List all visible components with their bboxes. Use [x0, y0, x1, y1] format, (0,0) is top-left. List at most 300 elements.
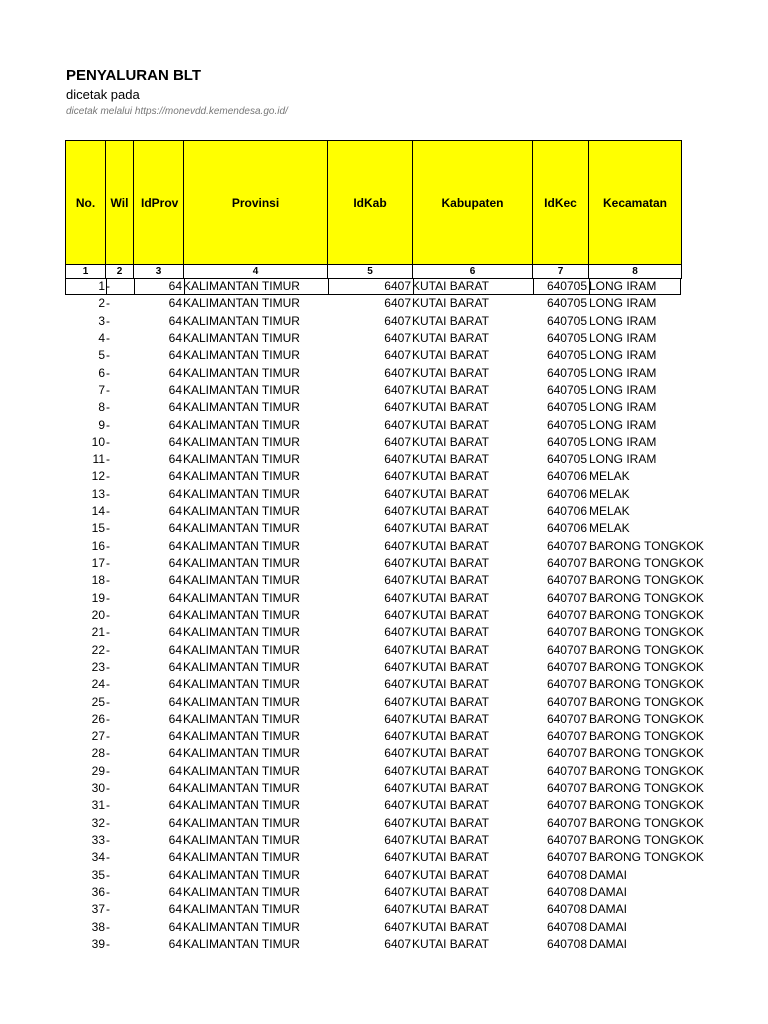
table-row: [65, 417, 685, 434]
row-no: 36: [91, 884, 105, 899]
row-idprov: 64: [168, 573, 182, 588]
row-no: 32: [91, 815, 105, 830]
row-no: 26: [91, 711, 105, 726]
row-provinsi: KALIMANTAN TIMUR: [183, 902, 300, 917]
row-wil: -: [106, 365, 110, 380]
row-kecamatan: DAMAI: [589, 867, 628, 882]
row-kabupaten: KUTAI BARAT: [412, 659, 489, 674]
row-provinsi: KALIMANTAN TIMUR: [183, 365, 300, 380]
row-kecamatan: DAMAI: [589, 884, 628, 899]
row-idkab: 6407: [384, 711, 411, 726]
table-row: [65, 538, 704, 555]
table-row: [65, 728, 704, 745]
table-row: [65, 642, 704, 659]
row-kecamatan: LONG IRAM: [589, 382, 657, 397]
row-wil: -: [106, 798, 110, 813]
row-idkab: 6407: [384, 884, 411, 899]
row-kecamatan: LONG IRAM: [589, 313, 657, 328]
table-row: [65, 867, 685, 884]
row-idkab: 6407: [384, 348, 411, 363]
row-kecamatan: LONG IRAM: [589, 330, 657, 345]
row-idkec: 640707: [546, 763, 587, 778]
row-idprov: 64: [168, 711, 182, 726]
row-idkab: 6407: [384, 313, 411, 328]
row-idkec: 640707: [546, 729, 587, 744]
row-idkab: 6407: [384, 400, 411, 415]
row-kabupaten: KUTAI BARAT: [412, 729, 489, 744]
row-kabupaten: KUTAI BARAT: [412, 279, 489, 293]
row-kabupaten: KUTAI BARAT: [412, 469, 489, 484]
data-table-body: [65, 278, 704, 953]
row-idprov: 64: [168, 815, 182, 830]
col-header-wil: Wil: [106, 141, 134, 265]
row-idkab: 6407: [384, 902, 411, 917]
row-no: 8: [98, 400, 105, 415]
row-no: 6: [98, 365, 105, 380]
row-kabupaten: KUTAI BARAT: [412, 348, 489, 363]
table-row: [65, 745, 704, 762]
row-wil: -: [106, 504, 110, 519]
row-provinsi: KALIMANTAN TIMUR: [183, 694, 300, 709]
table-row: [65, 278, 685, 295]
row-wil: -: [106, 711, 110, 726]
row-idprov: 64: [168, 296, 182, 311]
row-no: 27: [91, 729, 105, 744]
row-idkab: 6407: [384, 538, 411, 553]
row-idkec: 640708: [546, 936, 587, 951]
row-provinsi: KALIMANTAN TIMUR: [183, 279, 300, 293]
col-number: 1: [66, 265, 106, 279]
row-wil: -: [106, 625, 110, 640]
row-idkec: 640705: [546, 382, 587, 397]
row-idprov: 64: [168, 763, 182, 778]
row-kabupaten: KUTAI BARAT: [412, 798, 489, 813]
row-idprov: 64: [168, 833, 182, 847]
row-kabupaten: KUTAI BARAT: [412, 365, 489, 380]
row-kecamatan: MELAK: [589, 486, 630, 501]
row-no: 2: [98, 296, 105, 311]
row-wil: -: [106, 296, 110, 311]
row-kecamatan: DAMAI: [589, 902, 628, 917]
row-wil: -: [106, 919, 110, 934]
row-idprov: 64: [168, 590, 182, 605]
row-idkec: 640707: [546, 556, 587, 570]
row-kecamatan: BARONG TONGKOK: [589, 573, 704, 588]
row-wil: -: [106, 850, 110, 865]
row-provinsi: KALIMANTAN TIMUR: [183, 590, 300, 605]
row-kecamatan: BARONG TONGKOK: [589, 677, 704, 692]
row-idkab: 6407: [384, 486, 411, 501]
row-idkec: 640706: [546, 521, 587, 536]
row-provinsi: KALIMANTAN TIMUR: [183, 763, 300, 778]
row-no: 24: [91, 677, 105, 692]
col-header-no: No.: [66, 141, 106, 265]
source-note: dicetak melalui https://monevdd.kemendesa.go.id/: [66, 106, 288, 117]
row-wil: -: [106, 642, 110, 657]
table-row: [65, 486, 685, 503]
row-wil: -: [106, 469, 110, 484]
row-wil: -: [106, 659, 110, 674]
row-idkec: 640707: [546, 746, 587, 761]
row-idprov: 64: [168, 798, 182, 813]
row-kecamatan: LONG IRAM: [589, 279, 657, 293]
row-idkab: 6407: [384, 659, 411, 674]
row-kecamatan: LONG IRAM: [589, 434, 657, 449]
row-idkab: 6407: [384, 936, 411, 951]
row-idkab: 6407: [384, 677, 411, 692]
row-no: 20: [91, 607, 105, 622]
row-idkec: 640705: [546, 452, 587, 467]
row-no: 14: [91, 504, 105, 519]
row-idkec: 640707: [546, 625, 587, 640]
row-wil: -: [106, 417, 110, 432]
row-kabupaten: KUTAI BARAT: [412, 330, 489, 345]
row-no: 21: [91, 625, 105, 640]
row-wil: -: [106, 313, 110, 328]
row-wil: -: [106, 382, 110, 397]
row-kecamatan: BARONG TONGKOK: [589, 659, 704, 674]
row-provinsi: KALIMANTAN TIMUR: [183, 434, 300, 449]
row-idkab: 6407: [384, 781, 411, 796]
row-kabupaten: KUTAI BARAT: [412, 504, 489, 519]
row-kabupaten: KUTAI BARAT: [412, 521, 489, 536]
row-idprov: 64: [168, 919, 182, 934]
row-no: 12: [91, 469, 105, 484]
table-row: [65, 382, 685, 399]
row-kecamatan: MELAK: [589, 521, 630, 536]
row-no: 13: [91, 486, 105, 501]
row-idprov: 64: [168, 642, 182, 657]
row-idkec: 640708: [546, 902, 587, 917]
table-row: [65, 659, 704, 676]
row-idkec: 640707: [546, 642, 587, 657]
row-idkab: 6407: [384, 607, 411, 622]
row-idprov: 64: [168, 625, 182, 640]
row-kecamatan: BARONG TONGKOK: [589, 781, 704, 796]
row-idkec: 640707: [546, 833, 587, 847]
row-kabupaten: KUTAI BARAT: [412, 642, 489, 657]
row-idkec: 640706: [546, 486, 587, 501]
row-kabupaten: KUTAI BARAT: [412, 867, 489, 882]
row-idkec: 640705: [546, 348, 587, 363]
row-provinsi: KALIMANTAN TIMUR: [183, 313, 300, 328]
row-idkec: 640707: [546, 694, 587, 709]
row-kecamatan: BARONG TONGKOK: [589, 711, 704, 726]
row-wil: -: [106, 279, 110, 293]
row-wil: -: [106, 867, 110, 882]
table-row: [65, 711, 704, 728]
row-kabupaten: KUTAI BARAT: [412, 573, 489, 588]
row-kecamatan: BARONG TONGKOK: [589, 694, 704, 709]
table-header: [65, 140, 682, 279]
row-provinsi: KALIMANTAN TIMUR: [183, 469, 300, 484]
row-idkab: 6407: [384, 763, 411, 778]
row-idprov: 64: [168, 400, 182, 415]
row-idprov: 64: [168, 434, 182, 449]
row-idkec: 640705: [546, 330, 587, 345]
row-no: 17: [91, 556, 105, 570]
row-kecamatan: BARONG TONGKOK: [589, 763, 704, 778]
row-idprov: 64: [168, 607, 182, 622]
row-wil: -: [106, 729, 110, 744]
row-provinsi: KALIMANTAN TIMUR: [183, 781, 300, 796]
row-provinsi: KALIMANTAN TIMUR: [183, 884, 300, 899]
col-header-idprov: IdProv: [134, 141, 184, 265]
row-wil: -: [106, 330, 110, 345]
row-idkab: 6407: [384, 556, 411, 570]
row-idkec: 640705: [546, 434, 587, 449]
row-provinsi: KALIMANTAN TIMUR: [183, 348, 300, 363]
row-idkab: 6407: [384, 417, 411, 432]
row-idkec: 640707: [546, 607, 587, 622]
row-kabupaten: KUTAI BARAT: [412, 313, 489, 328]
row-idprov: 64: [168, 538, 182, 553]
row-kecamatan: LONG IRAM: [589, 452, 657, 467]
table-row: [65, 520, 685, 537]
row-idkab: 6407: [384, 746, 411, 761]
row-provinsi: KALIMANTAN TIMUR: [183, 711, 300, 726]
row-idkec: 640708: [546, 867, 587, 882]
row-kabupaten: KUTAI BARAT: [412, 538, 489, 553]
row-idkec: 640708: [546, 884, 587, 899]
table-row: [65, 676, 704, 693]
col-number: 3: [134, 265, 184, 279]
row-provinsi: KALIMANTAN TIMUR: [183, 417, 300, 432]
row-idkab: 6407: [384, 694, 411, 709]
row-kecamatan: BARONG TONGKOK: [589, 590, 704, 605]
row-kecamatan: DAMAI: [589, 936, 628, 951]
row-idkec: 640705: [546, 313, 587, 328]
table-row: [65, 694, 704, 711]
row-no: 4: [98, 330, 105, 345]
row-no: 30: [91, 781, 105, 796]
row-provinsi: KALIMANTAN TIMUR: [183, 677, 300, 692]
row-kabupaten: KUTAI BARAT: [412, 452, 489, 467]
col-number: 6: [413, 265, 533, 279]
row-idkec: 640707: [546, 538, 587, 553]
table-row: [65, 399, 685, 416]
row-kecamatan: LONG IRAM: [589, 417, 657, 432]
row-kecamatan: BARONG TONGKOK: [589, 642, 704, 657]
row-kabupaten: KUTAI BARAT: [412, 936, 489, 951]
table-row: [65, 763, 704, 780]
row-no: 18: [91, 573, 105, 588]
col-header-provinsi: Provinsi: [184, 141, 328, 265]
row-idprov: 64: [168, 659, 182, 674]
row-no: 1: [98, 279, 105, 293]
row-kabupaten: KUTAI BARAT: [412, 625, 489, 640]
row-idprov: 64: [168, 781, 182, 796]
row-idkab: 6407: [384, 798, 411, 813]
row-idkec: 640705: [546, 417, 587, 432]
table-row: [65, 936, 685, 953]
row-kabupaten: KUTAI BARAT: [412, 590, 489, 605]
row-idkec: 640705: [546, 296, 587, 311]
row-no: 38: [91, 919, 105, 934]
table-row: [65, 330, 685, 347]
row-idprov: 64: [168, 867, 182, 882]
row-kabupaten: KUTAI BARAT: [412, 781, 489, 796]
row-idprov: 64: [168, 365, 182, 380]
col-header-idkec: IdKec: [533, 141, 589, 265]
row-provinsi: KALIMANTAN TIMUR: [183, 919, 300, 934]
table-row: [65, 901, 685, 918]
row-provinsi: KALIMANTAN TIMUR: [183, 867, 300, 882]
row-no: 29: [91, 763, 105, 778]
row-idkab: 6407: [384, 521, 411, 536]
row-provinsi: KALIMANTAN TIMUR: [183, 521, 300, 536]
row-provinsi: KALIMANTAN TIMUR: [183, 400, 300, 415]
row-provinsi: KALIMANTAN TIMUR: [183, 573, 300, 588]
col-number: 2: [106, 265, 134, 279]
row-idkab: 6407: [384, 833, 411, 847]
row-idkab: 6407: [384, 590, 411, 605]
row-idprov: 64: [168, 486, 182, 501]
row-provinsi: KALIMANTAN TIMUR: [183, 625, 300, 640]
row-kabupaten: KUTAI BARAT: [412, 486, 489, 501]
row-wil: -: [106, 538, 110, 553]
row-idkec: 640708: [546, 919, 587, 934]
table-row: [65, 295, 685, 312]
row-no: 23: [91, 659, 105, 674]
row-kecamatan: LONG IRAM: [589, 348, 657, 363]
row-idprov: 64: [168, 469, 182, 484]
document-title: PENYALURAN BLT: [66, 67, 202, 84]
row-idprov: 64: [168, 884, 182, 899]
col-header-idkab: IdKab: [328, 141, 413, 265]
row-kecamatan: DAMAI: [589, 919, 628, 934]
row-provinsi: KALIMANTAN TIMUR: [183, 382, 300, 397]
row-idprov: 64: [168, 521, 182, 536]
col-header-kecamatan: Kecamatan: [589, 141, 682, 265]
row-idprov: 64: [168, 348, 182, 363]
row-idkab: 6407: [384, 452, 411, 467]
row-wil: -: [106, 590, 110, 605]
row-no: 31: [91, 798, 105, 813]
row-provinsi: KALIMANTAN TIMUR: [183, 538, 300, 553]
row-idprov: 64: [168, 330, 182, 345]
table-row: [65, 780, 704, 797]
row-idkec: 640705: [546, 365, 587, 380]
row-idkec: 640706: [546, 469, 587, 484]
table-row: [65, 572, 704, 589]
row-no: 34: [91, 850, 105, 865]
row-provinsi: KALIMANTAN TIMUR: [183, 833, 300, 847]
row-idkec: 640707: [546, 815, 587, 830]
row-idkab: 6407: [384, 729, 411, 744]
row-kecamatan: BARONG TONGKOK: [589, 850, 704, 865]
table-row: [65, 607, 704, 624]
row-idkec: 640707: [546, 677, 587, 692]
row-kecamatan: BARONG TONGKOK: [589, 625, 704, 640]
row-provinsi: KALIMANTAN TIMUR: [183, 556, 300, 570]
table-row: [65, 347, 685, 364]
row-kecamatan: BARONG TONGKOK: [589, 607, 704, 622]
row-idkab: 6407: [384, 867, 411, 882]
row-idkec: 640706: [546, 504, 587, 519]
row-no: 19: [91, 590, 105, 605]
row-provinsi: KALIMANTAN TIMUR: [183, 850, 300, 865]
row-no: 39: [91, 936, 105, 951]
row-idprov: 64: [168, 417, 182, 432]
row-provinsi: KALIMANTAN TIMUR: [183, 798, 300, 813]
row-kabupaten: KUTAI BARAT: [412, 556, 489, 570]
row-idkec: 640707: [546, 573, 587, 588]
row-wil: -: [106, 556, 110, 570]
row-kecamatan: MELAK: [589, 469, 630, 484]
row-idprov: 64: [168, 936, 182, 951]
row-kecamatan: BARONG TONGKOK: [589, 815, 704, 830]
row-kecamatan: BARONG TONGKOK: [589, 833, 704, 847]
table-row: [65, 555, 704, 572]
table-row: [65, 884, 685, 901]
row-kabupaten: KUTAI BARAT: [412, 417, 489, 432]
row-no: 22: [91, 642, 105, 657]
row-wil: -: [106, 781, 110, 796]
row-idkab: 6407: [384, 330, 411, 345]
table-row: [65, 434, 685, 451]
row-kabupaten: KUTAI BARAT: [412, 434, 489, 449]
table-row: [65, 919, 685, 936]
row-idkab: 6407: [384, 850, 411, 865]
row-wil: -: [106, 400, 110, 415]
col-number: 7: [533, 265, 589, 279]
row-kabupaten: KUTAI BARAT: [412, 884, 489, 899]
row-idprov: 64: [168, 279, 182, 293]
table-row: [65, 815, 704, 832]
row-idprov: 64: [168, 694, 182, 709]
row-no: 35: [91, 867, 105, 882]
table-row: [65, 451, 685, 468]
row-idkab: 6407: [384, 469, 411, 484]
col-number: 8: [589, 265, 682, 279]
row-no: 28: [91, 746, 105, 761]
row-kabupaten: KUTAI BARAT: [412, 677, 489, 692]
row-no: 16: [91, 538, 105, 553]
row-kabupaten: KUTAI BARAT: [412, 694, 489, 709]
row-idprov: 64: [168, 452, 182, 467]
row-kecamatan: LONG IRAM: [589, 296, 657, 311]
row-wil: -: [106, 815, 110, 830]
col-header-kabupaten: Kabupaten: [413, 141, 533, 265]
row-provinsi: KALIMANTAN TIMUR: [183, 486, 300, 501]
row-wil: -: [106, 452, 110, 467]
row-provinsi: KALIMANTAN TIMUR: [183, 330, 300, 345]
row-kabupaten: KUTAI BARAT: [412, 833, 489, 847]
row-kecamatan: BARONG TONGKOK: [589, 798, 704, 813]
row-kecamatan: MELAK: [589, 504, 630, 519]
row-no: 9: [98, 417, 105, 432]
col-number: 5: [328, 265, 413, 279]
table-row: [65, 503, 685, 520]
table-row: [65, 849, 704, 866]
row-no: 3: [98, 313, 105, 328]
row-kabupaten: KUTAI BARAT: [412, 400, 489, 415]
row-idprov: 64: [168, 313, 182, 328]
row-idkec: 640707: [546, 850, 587, 865]
row-idkab: 6407: [384, 625, 411, 640]
row-wil: -: [106, 833, 110, 847]
row-provinsi: KALIMANTAN TIMUR: [183, 504, 300, 519]
row-no: 11: [92, 452, 105, 467]
row-wil: -: [106, 884, 110, 899]
row-kabupaten: KUTAI BARAT: [412, 746, 489, 761]
row-wil: -: [106, 763, 110, 778]
row-kabupaten: KUTAI BARAT: [412, 607, 489, 622]
row-wil: -: [106, 348, 110, 363]
row-idprov: 64: [168, 556, 182, 570]
table-row: [65, 832, 704, 849]
